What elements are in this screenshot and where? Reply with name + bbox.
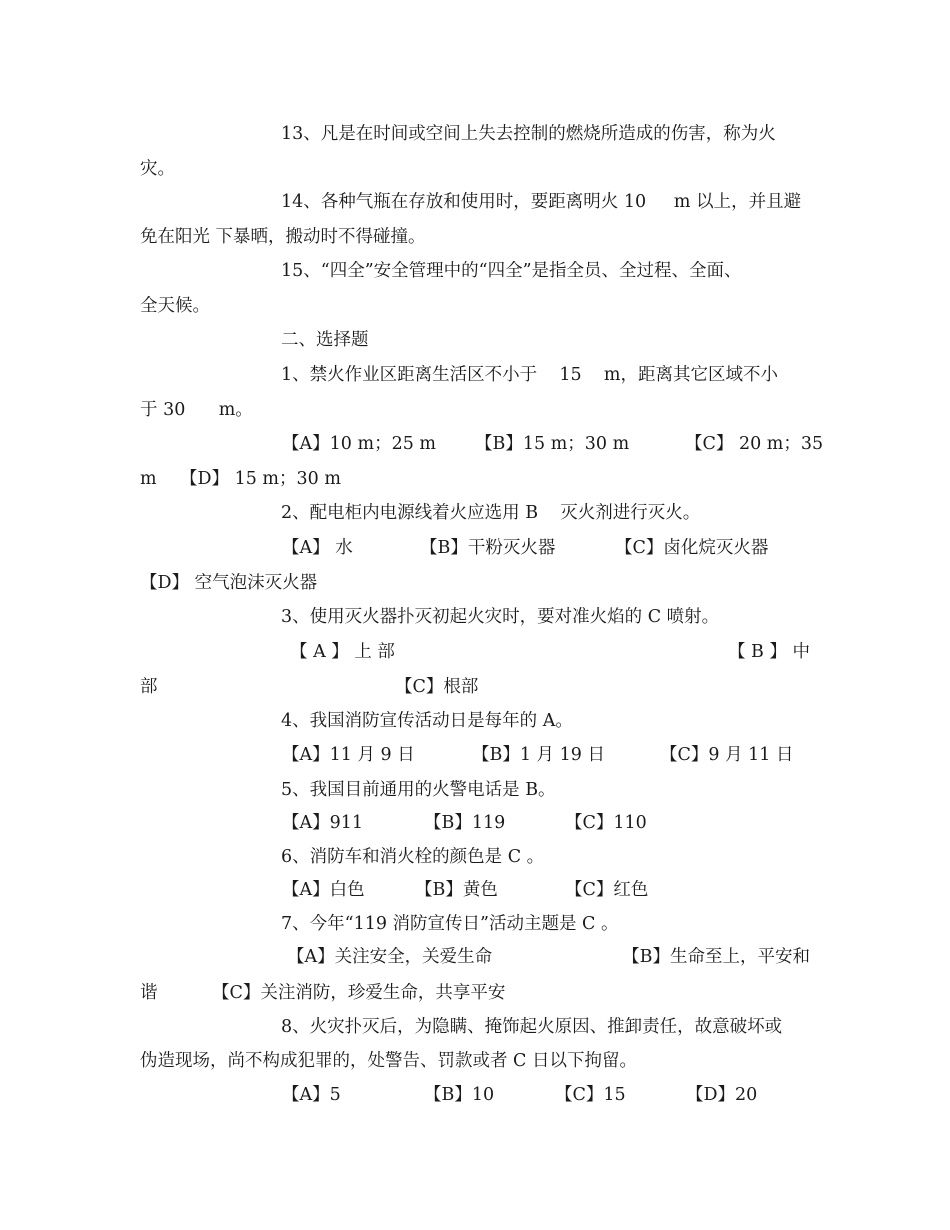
choice4-option-c: 【C】9 月 11 日 (660, 745, 794, 765)
q14-line1: 14、各种气瓶在存放和使用时，要距离明火 10 m 以上，并且避 (281, 192, 802, 212)
section-title: 二、选择题 (281, 330, 369, 350)
choice6-question: 6、消防车和消火栓的颜色是 C 。 (281, 847, 545, 867)
choice4-option-b: 【B】1 月 19 日 (472, 745, 605, 765)
choice3-option-a: 【 A 】 上 部 (290, 642, 395, 662)
choice5-question: 5、我国目前通用的火警电话是 B。 (281, 780, 556, 800)
choice3-option-c: 【C】根部 (395, 677, 479, 697)
choice5-option-c: 【C】110 (565, 813, 647, 833)
choice6-option-c: 【C】红色 (565, 880, 649, 900)
choice1-option-b: 【B】15 m；30 m (475, 434, 630, 454)
choice5-option-b: 【B】119 (424, 813, 506, 833)
choice8-option-a: 【A】5 (282, 1085, 341, 1105)
choice1-option-c: 【C】 20 m；35 (685, 434, 824, 454)
choice7-option-a: 【A】关注安全，关爱生命 (287, 947, 493, 967)
choice1-question-line1: 1、禁火作业区距离生活区不小于 15 m，距离其它区域不小 (281, 365, 778, 385)
choice2-option-d: 【D】 空气泡沫灭火器 (140, 573, 318, 593)
q14-line2: 免在阳光 下暴晒，搬动时不得碰撞。 (140, 227, 426, 247)
choice7-option-c: 【C】关注消防，珍爱生命，共享平安 (212, 983, 506, 1003)
choice8-option-c: 【C】15 (555, 1085, 626, 1105)
choice3-option-b-tail: 部 (140, 677, 158, 697)
choice5-option-a: 【A】911 (282, 813, 364, 833)
q13-line2: 灾。 (140, 159, 175, 179)
choice6-option-a: 【A】白色 (282, 880, 365, 900)
choice1-option-d: 【D】 15 m；30 m (180, 469, 341, 489)
q15-line2: 全天候。 (140, 296, 210, 316)
choice8-question-line2: 伪造现场，尚不构成犯罪的，处警告、罚款或者 C 日以下拘留。 (140, 1051, 638, 1071)
choice7-option-b-tail: 谐 (140, 983, 158, 1003)
q13-line1: 13、凡是在时间或空间上失去控制的燃烧所造成的伤害，称为火 (281, 124, 776, 144)
choice2-option-b: 【B】干粉灭火器 (420, 538, 556, 558)
choice1-question-line2: 于 30 m。 (140, 400, 253, 420)
choice7-question: 7、今年“119 消防宣传日”活动主题是 C 。 (281, 914, 619, 934)
choice1-option-c-tail: m (140, 469, 157, 489)
choice3-question: 3、使用灭火器扑灭初起火灾时，要对准火焰的 C 喷射。 (281, 607, 720, 627)
q15-line1: 15、“四全”安全管理中的“四全”是指全员、全过程、全面、 (281, 261, 742, 281)
choice1-option-a: 【A】10 m；25 m (282, 434, 436, 454)
choice2-option-c: 【C】卤化烷灭火器 (615, 538, 769, 558)
choice6-option-b: 【B】黄色 (415, 880, 498, 900)
choice4-option-a: 【A】11 月 9 日 (282, 745, 415, 765)
choice8-option-b: 【B】10 (424, 1085, 495, 1105)
choice4-question: 4、我国消防宣传活动日是每年的 A。 (281, 711, 573, 731)
choice8-option-d: 【D】20 (686, 1085, 758, 1105)
choice2-option-a: 【A】 水 (282, 538, 353, 558)
choice3-option-b: 【 B 】 中 (727, 642, 810, 662)
choice7-option-b: 【B】生命至上，平安和 (622, 947, 810, 967)
choice8-question-line1: 8、火灾扑灭后，为隐瞒、掩饰起火原因、推卸责任，故意破坏或 (281, 1017, 783, 1037)
choice2-question: 2、配电柜内电源线着火应选用 B 灭火剂进行灭火。 (281, 503, 701, 523)
